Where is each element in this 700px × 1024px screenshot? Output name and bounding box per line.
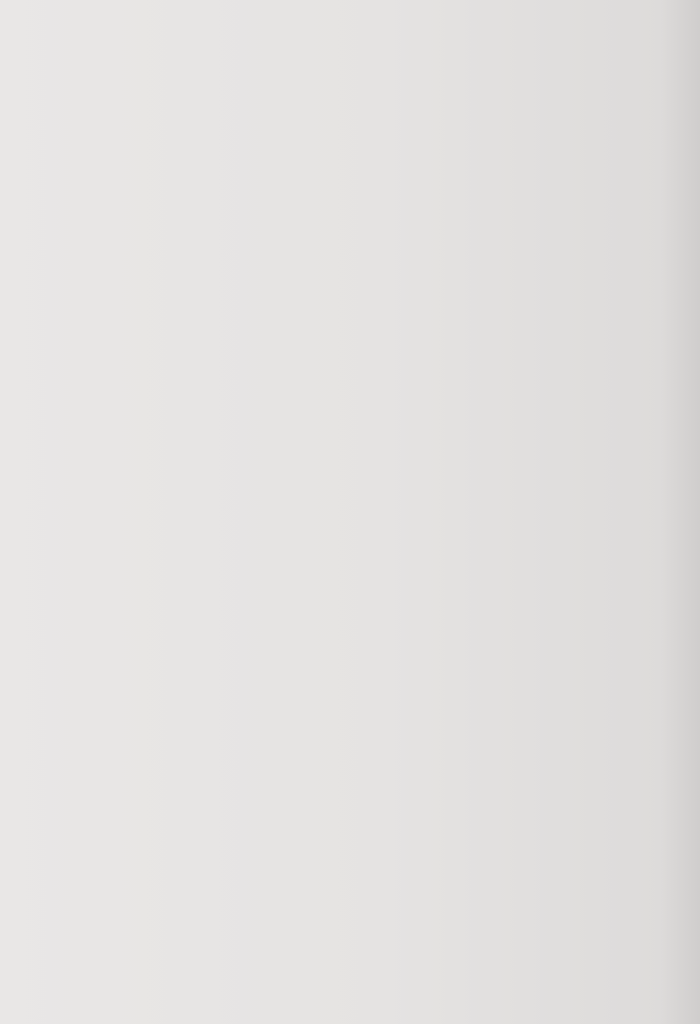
page-fold-shadow: [660, 0, 700, 1024]
